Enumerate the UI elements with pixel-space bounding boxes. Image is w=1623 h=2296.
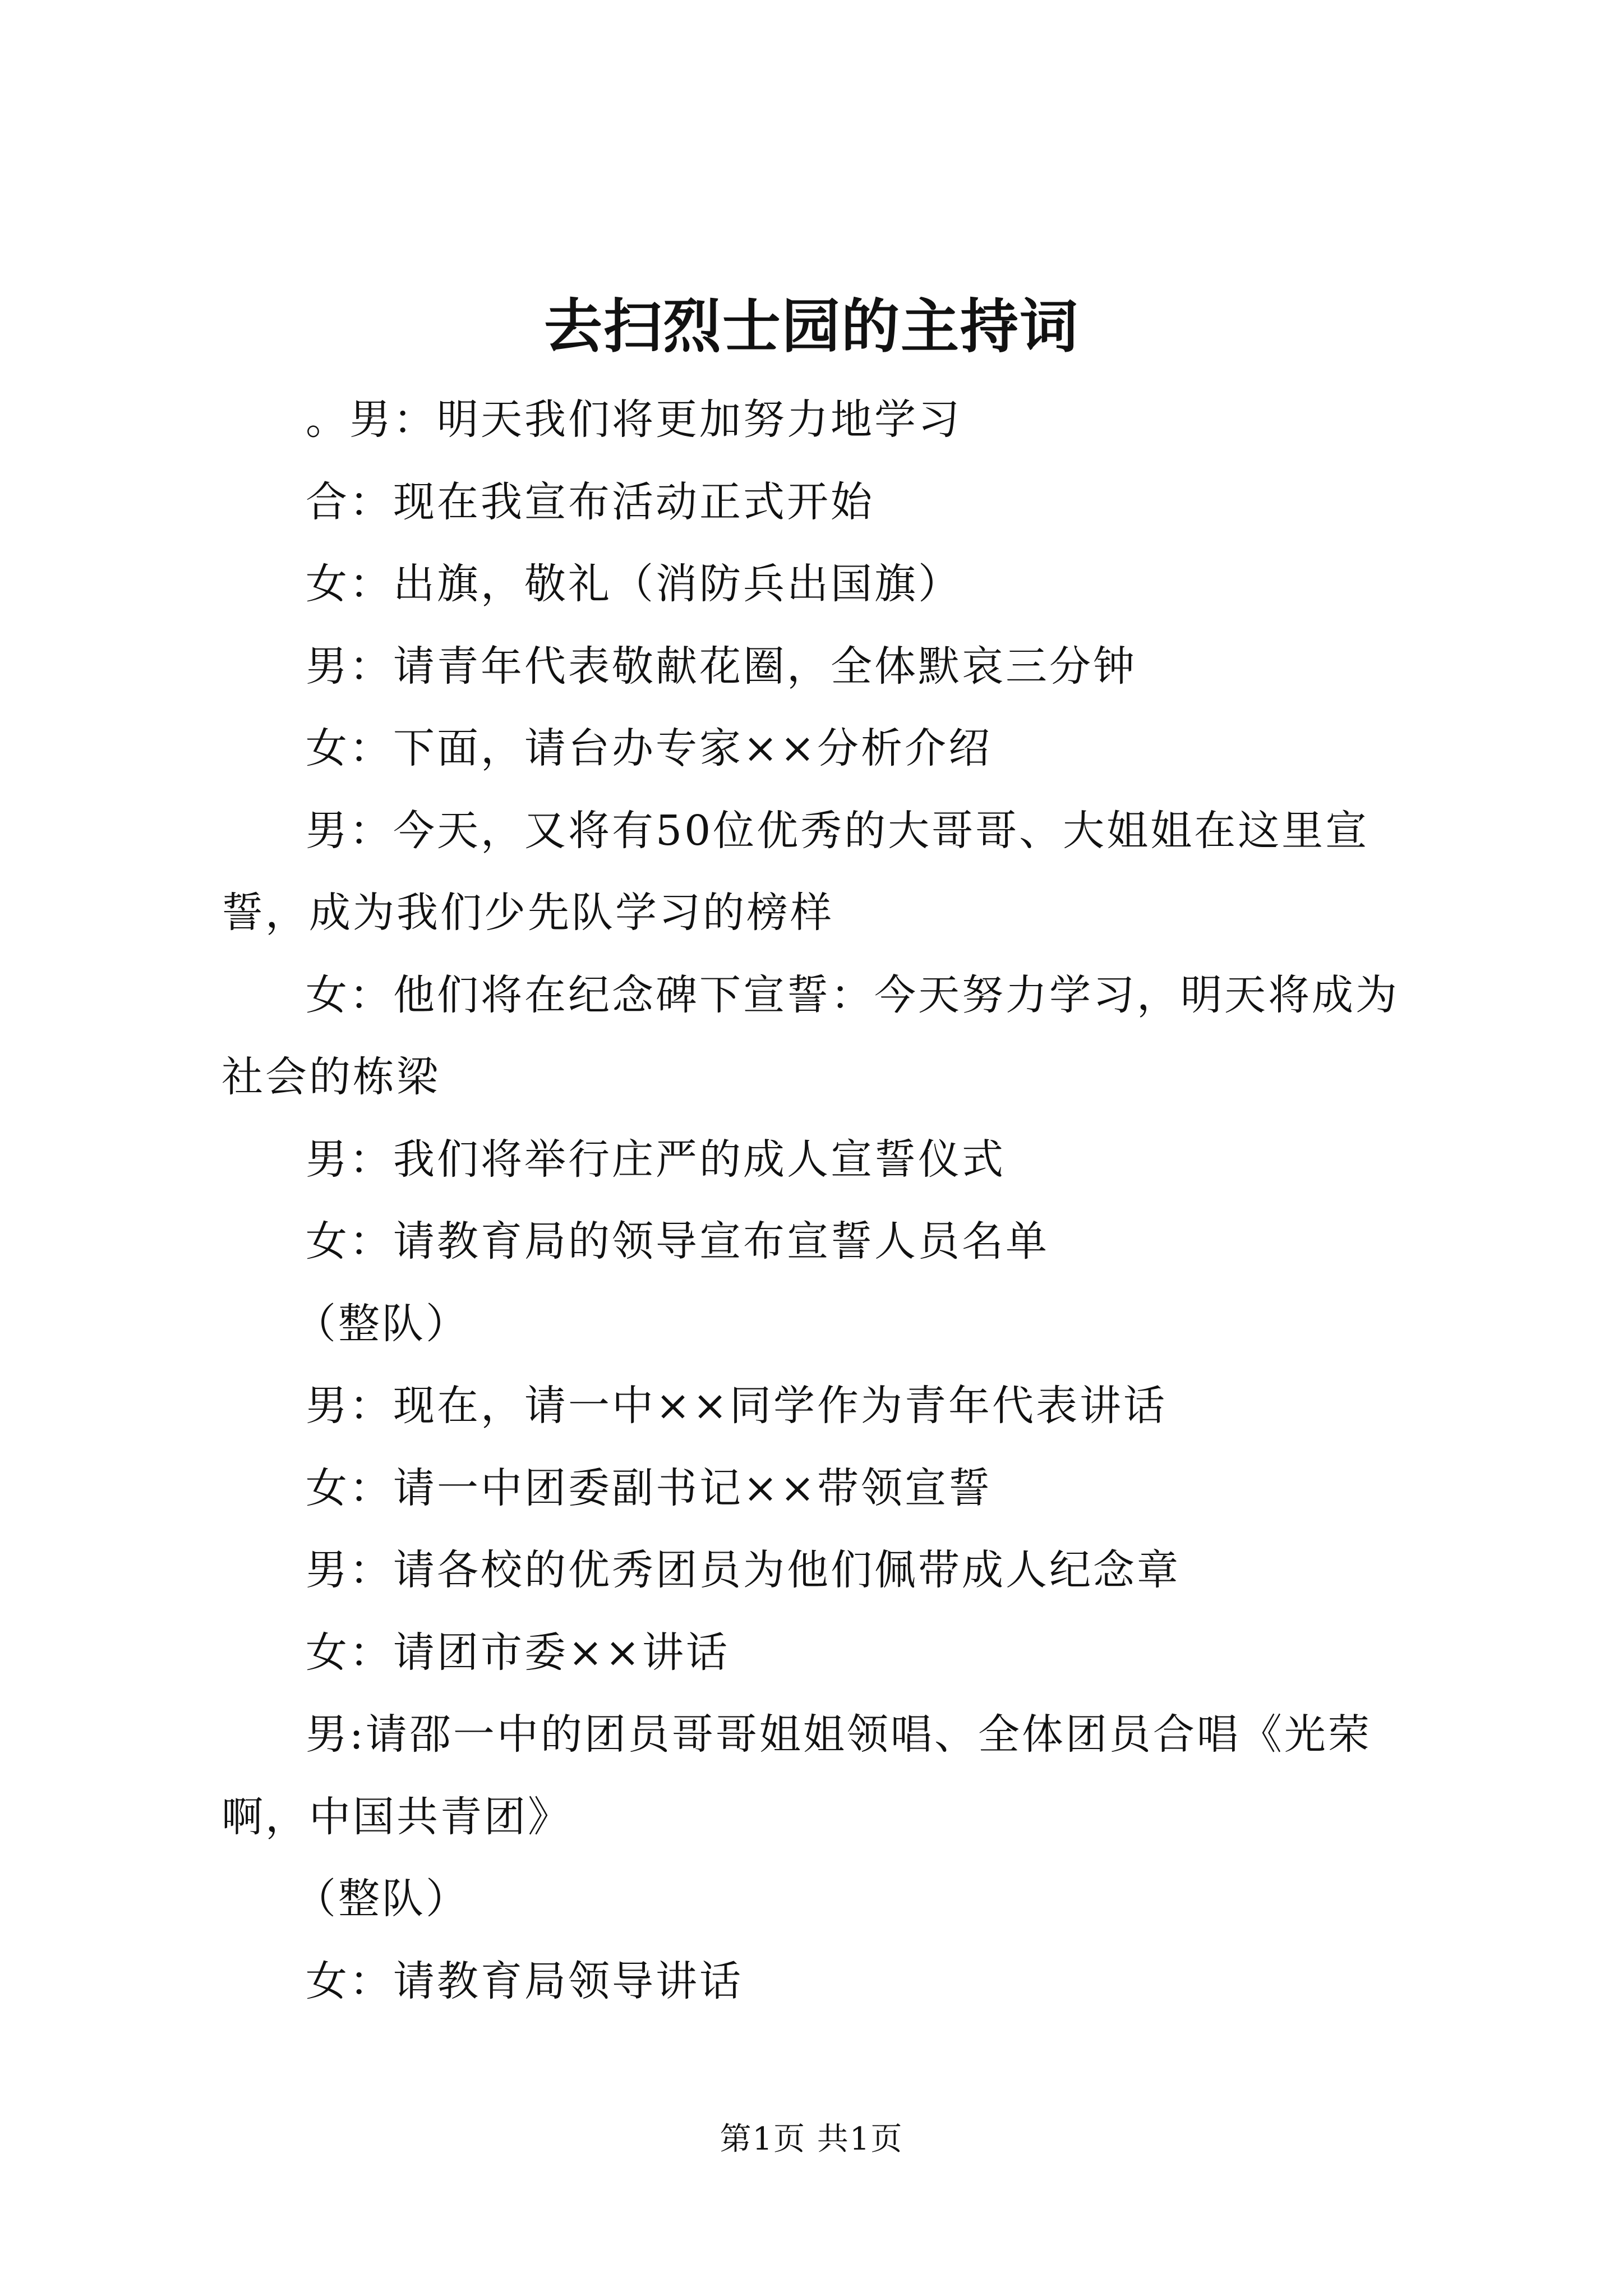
paragraph: 女：请教育局领导讲话	[306, 1957, 743, 2005]
paragraph: 男：我们将举行庄严的成人宣誓仪式	[306, 1135, 1006, 1184]
paragraph: 合：现在我宣布活动正式开始	[306, 477, 874, 526]
paragraph: 女：请团市委××讲话	[306, 1628, 730, 1677]
document-title: 去扫烈士园的主持词	[543, 292, 1079, 361]
paragraph: 女：请教育局的领导宣布宣誓人员名单	[306, 1217, 1049, 1266]
page-number-footer: 第1页 共1页	[720, 2121, 903, 2157]
paragraph: 女：他们将在纪念碑下宣誓：今天努力学习，明天将成为社会的栋梁	[222, 970, 1399, 1101]
paragraph: 男：现在，请一中××同学作为青年代表讲话	[306, 1382, 1168, 1430]
paragraph: 。男：明天我们将更加努力地学习	[306, 395, 962, 444]
document-body	[222, 379, 1438, 2022]
stage-direction: （整队）	[294, 1299, 469, 1348]
paragraph: 男：请青年代表敬献花圈，全体默哀三分钟	[306, 642, 1137, 691]
paragraph: 男：请各校的优秀团员为他们佩带成人纪念章	[306, 1546, 1181, 1594]
paragraph: 女：请一中团委副书记××带领宣誓	[306, 1464, 993, 1512]
paragraph: 女：出旗，敬礼（消防兵出国旗）	[306, 560, 962, 608]
paragraph: 男：今天，又将有50位优秀的大哥哥、大姐姐在这里宣誓，成为我们少先队学习的榜样	[222, 806, 1370, 937]
paragraph: 女：下面，请台办专家××分析介绍	[306, 724, 993, 772]
paragraph: 男:请邵一中的团员哥哥姐姐领唱、全体团员合唱《光荣啊，中国共青团》	[222, 1710, 1372, 1841]
stage-direction: （整队）	[294, 1875, 469, 1923]
